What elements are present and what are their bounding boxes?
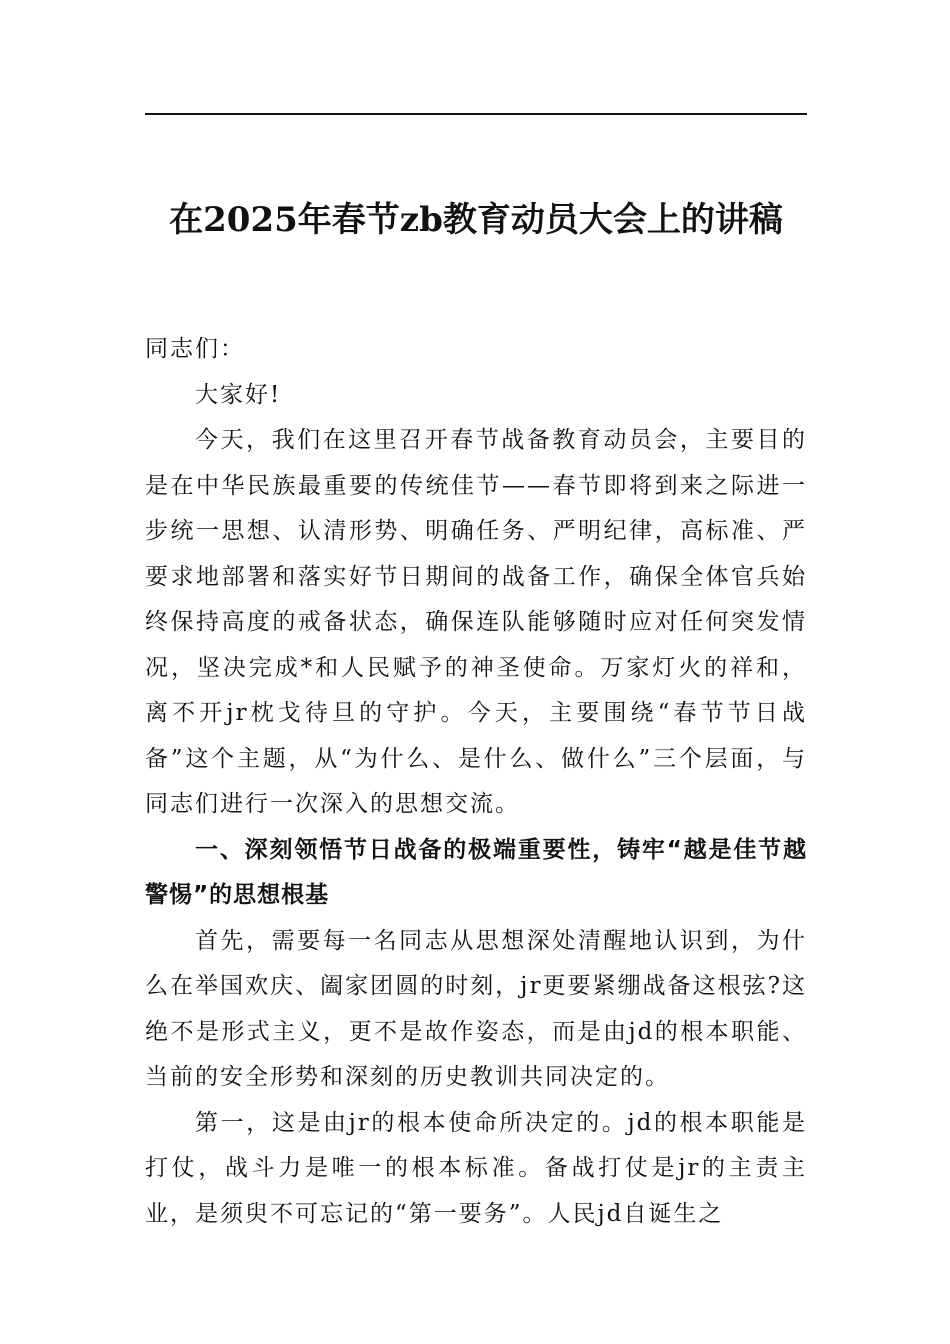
document-title: 在2025年春节zb教育动员大会上的讲稿 [169,200,783,240]
header-rule [145,113,807,115]
salutation: 同志们： [145,336,245,362]
document-body [145,327,807,1237]
section-paragraph: 第一，这是由jr的根本使命所决定的。jd的根本职能是打仗，战斗力是唯一的根本标准。备战打仗是jr的主责主业，是须臾不可忘记的“第一要务”。人民jd自诞生之 [145,1109,807,1227]
greeting: 大家好! [195,381,282,408]
section-heading: 一、深刻领悟节日战备的极端重要性，铸牢“越是佳节越警惕”的思想根基 [145,836,807,908]
intro-paragraph: 今天，我们在这里召开春节战备教育动员会，主要目的是在中华民族最重要的传统佳节——春节即将到来之际进一步统一思想、认清形势、明确任务、严明纪律，高标准、严要求地部署和落实好节日期间的战备工作，确保全体官兵始终保持高度的戒备状态，确保连队能够随时应对任何突发情况，坚决完成*和人民赋予的神圣使命。万家灯火的祥和，离不开jr枕戈待旦的守护。今天，主要围绕“春节节日战备”这个主题，从“为什么、是什么、做什么”三个层面，与同志们进行一次深入的思想交流。 [145,427,807,817]
section-paragraph: 首先，需要每一名同志从思想深处清醒地认识到，为什么在举国欢庆、阖家团圆的时刻，jr更要紧绷战备这根弦?这绝不是形式主义，更不是故作姿态，而是由jd的根本职能、当前的安全形势和深刻的历史教训共同决定的。 [145,927,807,1090]
